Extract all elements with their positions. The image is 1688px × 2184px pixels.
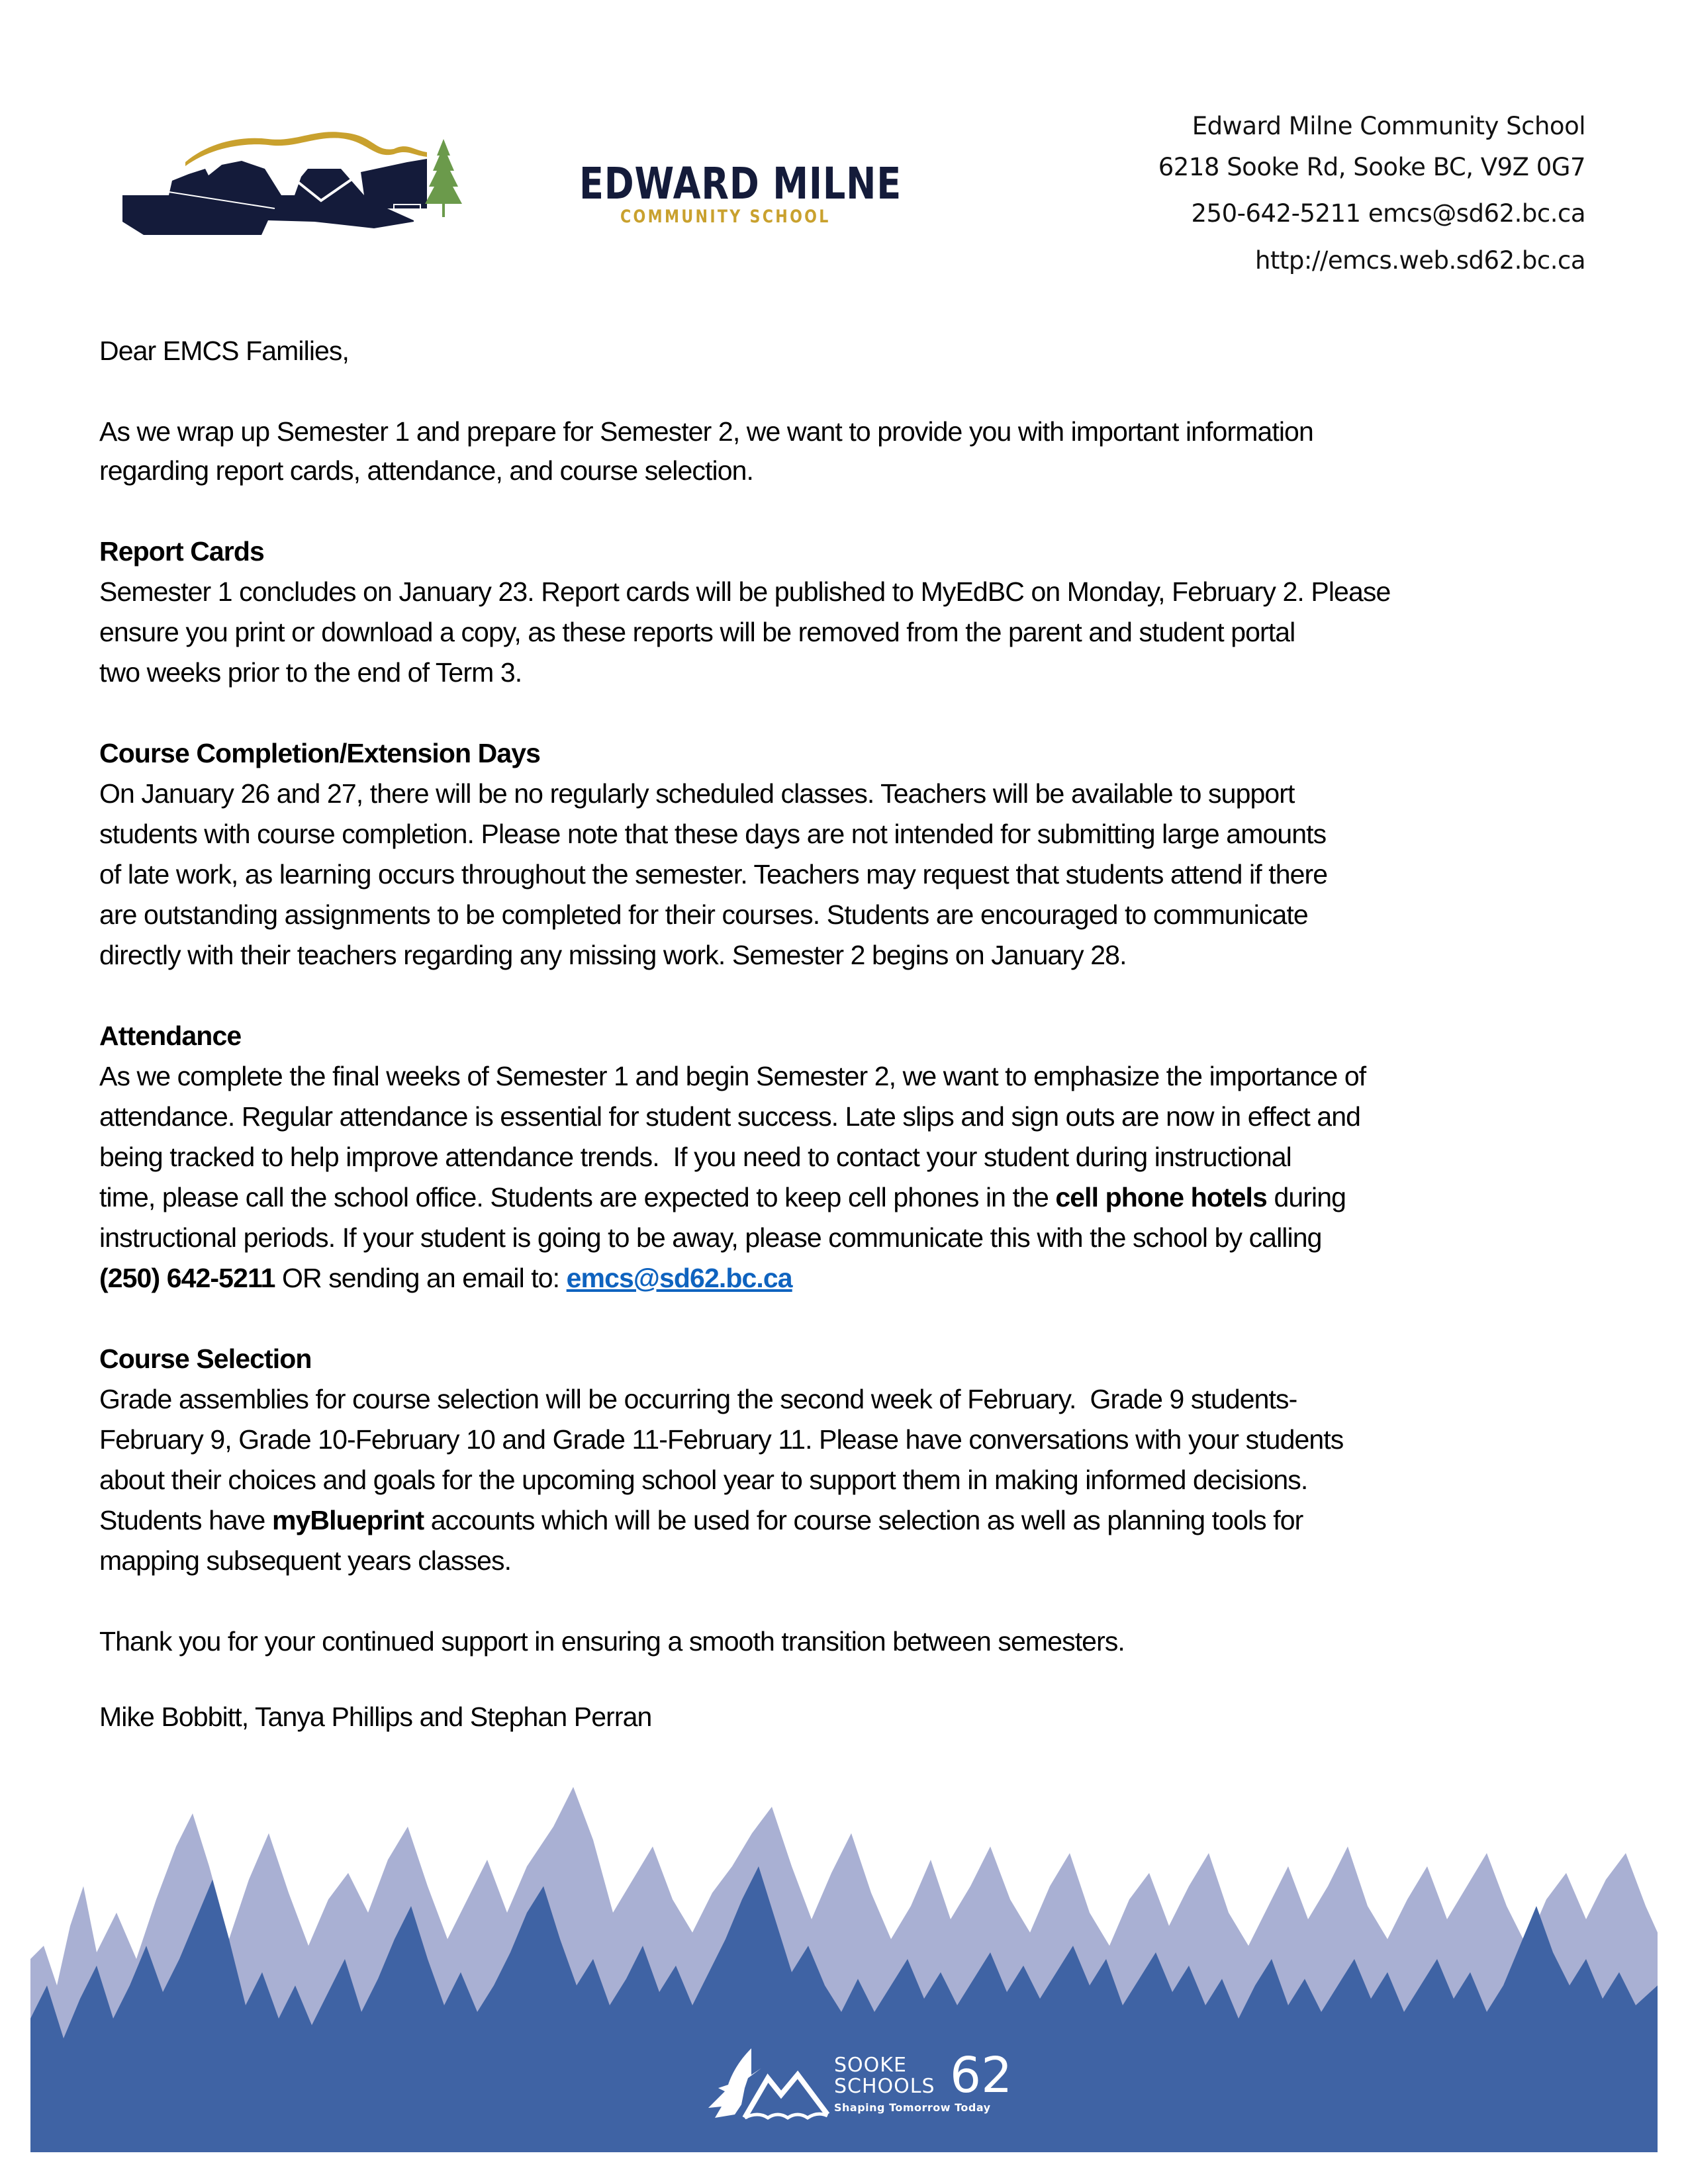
trees-mountains-icon [705, 2048, 831, 2121]
paragraph-line: two weeks prior to the end of Term 3. [99, 657, 522, 688]
intro-line: As we wrap up Semester 1 and prepare for Semester 2, we want to provide you with important information [99, 416, 1313, 447]
signature: Mike Bobbitt, Tanya Phillips and Stephan Perran [99, 1702, 652, 1732]
school-phone-email: 250-642-5211 emcs@sd62.bc.ca [1191, 199, 1585, 228]
text-segment: OR sending an email to: [275, 1263, 567, 1293]
school-logo-subtitle: COMMUNITY SCHOOL [620, 206, 831, 227]
paragraph-line: Semester 1 concludes on January 23. Report cards will be published to MyEdBC on Monday, February 2. Please [99, 576, 1391, 607]
paragraph-line: being tracked to help improve attendance trends. If you need to contact your student during instructional [99, 1142, 1291, 1172]
school-logo [122, 122, 902, 235]
text-segment: time, please call the school office. Students are expected to keep cell phones in the [99, 1182, 1056, 1212]
greeting: Dear EMCS Families, [99, 336, 350, 366]
paragraph-line: ensure you print or download a copy, as these reports will be removed from the parent and student portal [99, 617, 1295, 647]
paragraph-line: attendance. Regular attendance is essential for student success. Late slips and sign outs are now in effect and [99, 1101, 1361, 1132]
pine-tree-icon [424, 139, 463, 218]
paragraph-line: Grade assemblies for course selection will be occurring the second week of February. Grade 9 students- [99, 1384, 1297, 1414]
paragraph-line: On January 26 and 27, there will be no regularly scheduled classes. Teachers will be available to support [99, 778, 1295, 809]
paragraph-line: As we complete the final weeks of Semester 1 and begin Semester 2, we want to emphasize the importance of [99, 1061, 1366, 1091]
myblueprint-emphasis: myBlueprint [271, 1505, 424, 1535]
paragraph-line [99, 1181, 1346, 1213]
district-logo [705, 2047, 1013, 2128]
district-logo-tagline: Shaping Tomorrow Today [834, 2101, 991, 2114]
text-segment: Students have [99, 1505, 272, 1535]
paragraph-line: instructional periods. If your student is going to be away, please communicate this with the school by calling [99, 1222, 1322, 1253]
cell-phone-hotels-emphasis: cell phone hotels [1055, 1182, 1267, 1212]
email-link[interactable]: emcs@sd62.bc.ca [566, 1263, 792, 1293]
text-segment: accounts which will be used for course selection as well as planning tools for [424, 1505, 1303, 1535]
paragraph-line: February 9, Grade 10-February 10 and Grade 11-February 11. Please have conversations with your students [99, 1424, 1344, 1455]
text-segment: during [1266, 1182, 1346, 1212]
closing-line: Thank you for your continued support in ensuring a smooth transition between semesters. [99, 1626, 1125, 1657]
section-heading-course-completion: Course Completion/Extension Days [99, 738, 541, 768]
school-building-mountain-icon [122, 122, 533, 235]
school-street-address: 6218 Sooke Rd, Sooke BC, V9Z 0G7 [1158, 153, 1585, 181]
paragraph-line: are outstanding assignments to be completed for their courses. Students are encouraged to communicate [99, 899, 1308, 930]
section-heading-report-cards: Report Cards [99, 536, 264, 567]
paragraph-line: of late work, as learning occurs throughout the semester. Teachers may request that students attend if there [99, 859, 1328, 889]
section-heading-attendance: Attendance [99, 1021, 242, 1051]
paragraph-line: about their choices and goals for the upcoming school year to support them in making informed decisions. [99, 1465, 1308, 1495]
paragraph-line [99, 1504, 1303, 1536]
paragraph-line [99, 1262, 792, 1294]
school-website: http://emcs.web.sd62.bc.ca [1254, 246, 1585, 275]
section-heading-course-selection: Course Selection [99, 1343, 312, 1374]
school-phone-emphasis: (250) 642-5211 [99, 1263, 275, 1293]
paragraph-line: students with course completion. Please note that these days are not intended for submitting large amounts [99, 819, 1327, 849]
paragraph-line: directly with their teachers regarding any missing work. Semester 2 begins on January 28. [99, 940, 1127, 970]
district-logo-word-sooke: SOOKE [834, 2054, 907, 2077]
paragraph-line: mapping subsequent years classes. [99, 1545, 512, 1576]
school-logo-name: EDWARD MILNE [579, 158, 902, 209]
school-name: Edward Milne Community School [1192, 112, 1585, 140]
intro-line: regarding report cards, attendance, and course selection. [99, 455, 753, 486]
district-logo-word-schools: SCHOOLS [834, 2075, 935, 2098]
district-logo-number: 62 [950, 2047, 1013, 2104]
